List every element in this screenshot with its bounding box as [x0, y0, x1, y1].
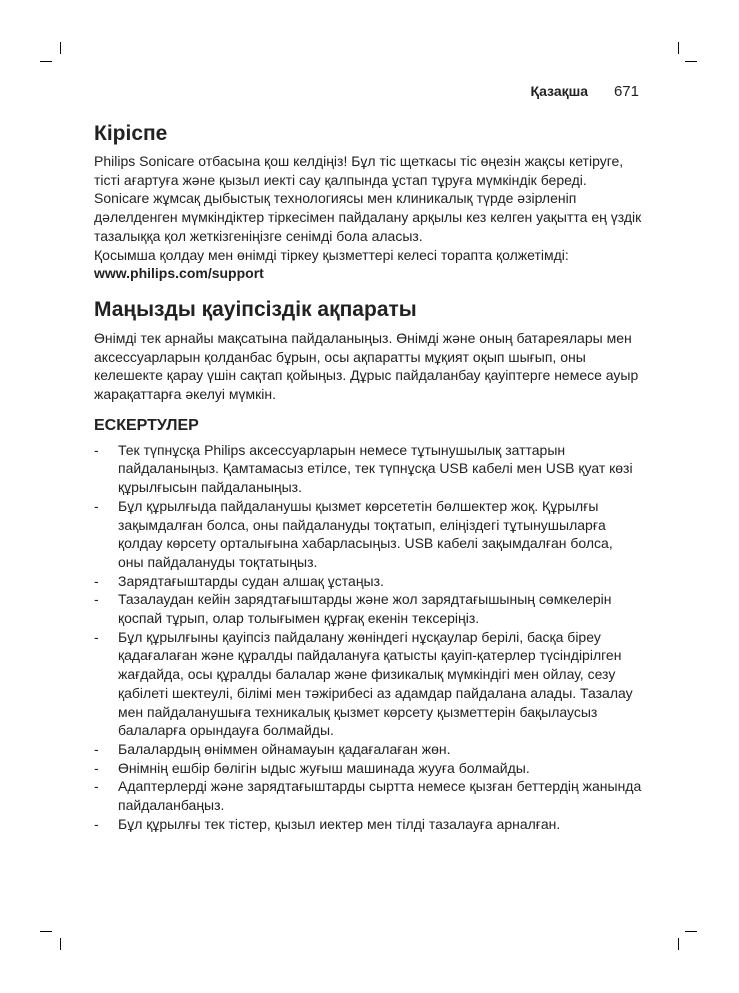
- list-item-text: Тек түпнұсқа Philips аксессуарларын немесе тұтынушылық заттарын пайдаланыңыз. Қамтамасыз етілсе, тек түпнұсқа USB кабелі мен USB қуат көзі құрылғысын пайдаланыңыз.: [118, 441, 633, 496]
- bullet-dash: -: [94, 740, 99, 757]
- crop-mark: [40, 931, 52, 932]
- intro-paragraph: Philips Sonicare отбасына қош келдіңіз! Бұл тіс щеткасы тіс өңезін жақсы кетіруге, тісті ағартуға және қызыл иекті сау қалпында ұстап тұруға мүмкіндік береді. Sonicare жұмсақ дыбыстық технологиясы мен клиникалық түрде әзірленіп дәлелденген мүмкіндіктер тіркесімен пайдалану арқылы кез келген уақытта ең үздік тазалыққа қол жеткізгеніңізге сенімді бола аласыз.: [94, 153, 642, 244]
- crop-mark: [678, 938, 679, 950]
- warnings-title: ЕСКЕРТУЛЕР: [94, 416, 199, 434]
- list-item: [94, 628, 642, 740]
- page-content: [94, 121, 642, 834]
- list-item: [94, 572, 642, 591]
- list-item-text: Тазалаудан кейін зарядтағыштарды және жол зарядтағышының сөмкелерін қоспай тұрып, олар толығымен құрғақ екенін тексеріңіз.: [118, 591, 612, 627]
- list-item-text: Адаптерлерді және зарядтағыштарды сыртта немесе қызған беттердің жанында пайдаланбаңыз.: [118, 778, 642, 814]
- support-link[interactable]: www.philips.com/support: [94, 265, 264, 282]
- language-label: Қазақша: [530, 83, 589, 99]
- page-number: 671: [613, 83, 639, 100]
- list-item: [94, 777, 642, 814]
- bullet-dash: -: [94, 778, 99, 795]
- list-item-text: Балалардың өніммен ойнамауын қадағалаған жөн.: [118, 740, 451, 757]
- list-item: [94, 590, 642, 627]
- crop-mark: [40, 61, 52, 62]
- list-item-text: Өнімнің ешбір бөлігін ыдыс жуғыш машинада жууға болмайды.: [118, 759, 530, 776]
- bullet-dash: -: [94, 815, 99, 832]
- list-item: [94, 759, 642, 778]
- bullet-dash: -: [94, 572, 99, 589]
- list-item: [94, 441, 642, 497]
- crop-mark: [685, 61, 697, 62]
- safety-title: Маңызды қауіпсіздік ақпараты: [94, 297, 417, 321]
- support-paragraph: Қосымша қолдау мен өнімді тіркеу қызметтері келесі торапта қолжетімді:: [94, 246, 569, 263]
- list-item: [94, 497, 642, 572]
- list-item-text: Зарядтағыштарды судан алшақ ұстаңыз.: [118, 572, 384, 589]
- list-item: [94, 815, 642, 834]
- list-item-text: Бұл құрылғы тек тістер, қызыл иектер мен тілді тазалауға арналған.: [118, 815, 561, 832]
- crop-mark: [60, 938, 61, 950]
- crop-mark: [678, 42, 679, 54]
- bullet-dash: -: [94, 497, 99, 514]
- crop-mark: [60, 42, 61, 54]
- list-item-text: Бұл құрылғыда пайдаланушы қызмет көрсететін бөлшектер жоқ. Құрылғы зақымдалған болса, оны пайдалануды тоқтатып, еліңіздегі тұтынушыларға қолдау көрсету орталығына хабарласыңыз. USB кабелі зақымдалған болса, оны пайдалануды тоқтатыңыз.: [118, 497, 613, 570]
- safety-paragraph: Өнімді тек арнайы мақсатына пайдаланыңыз. Өнімді және оның батареялары мен аксессуарларын қолданбас бұрын, осы ақпаратты мұқият оқып шығып, оны келешекте қарау үшін сақтап қойыңыз. Дұрыс пайдаланбау қауіптерге немесе ауыр жарақаттарға әкелуі мүмкін.: [94, 329, 639, 403]
- warnings-list: [94, 441, 642, 834]
- bullet-dash: -: [94, 441, 99, 458]
- intro-title: Кіріспе: [94, 122, 168, 145]
- list-item: [94, 740, 642, 759]
- list-item-text: Бұл құрылғыны қауіпсіз пайдалану жөніндегі нұсқаулар берілі, басқа біреу қадағалаған және құралды пайдалануға қатысты қауіп-қатерлер түсіндірілген жағдайда, осы құралды балалар және физикалық мүмкіндігі мен ойлау, сезу қабілеті шектеулі, білімі мен тәжірибесі аз адамдар пайдалана алады. Тазалау мен пайдаланушыға техникалық қызмет көрсету қызметтерін бақылаусыз балаларға орындауға болмайды.: [118, 628, 633, 739]
- crop-mark: [685, 931, 697, 932]
- bullet-dash: -: [94, 591, 99, 608]
- bullet-dash: -: [94, 628, 99, 645]
- bullet-dash: -: [94, 759, 99, 776]
- running-header: [531, 83, 639, 100]
